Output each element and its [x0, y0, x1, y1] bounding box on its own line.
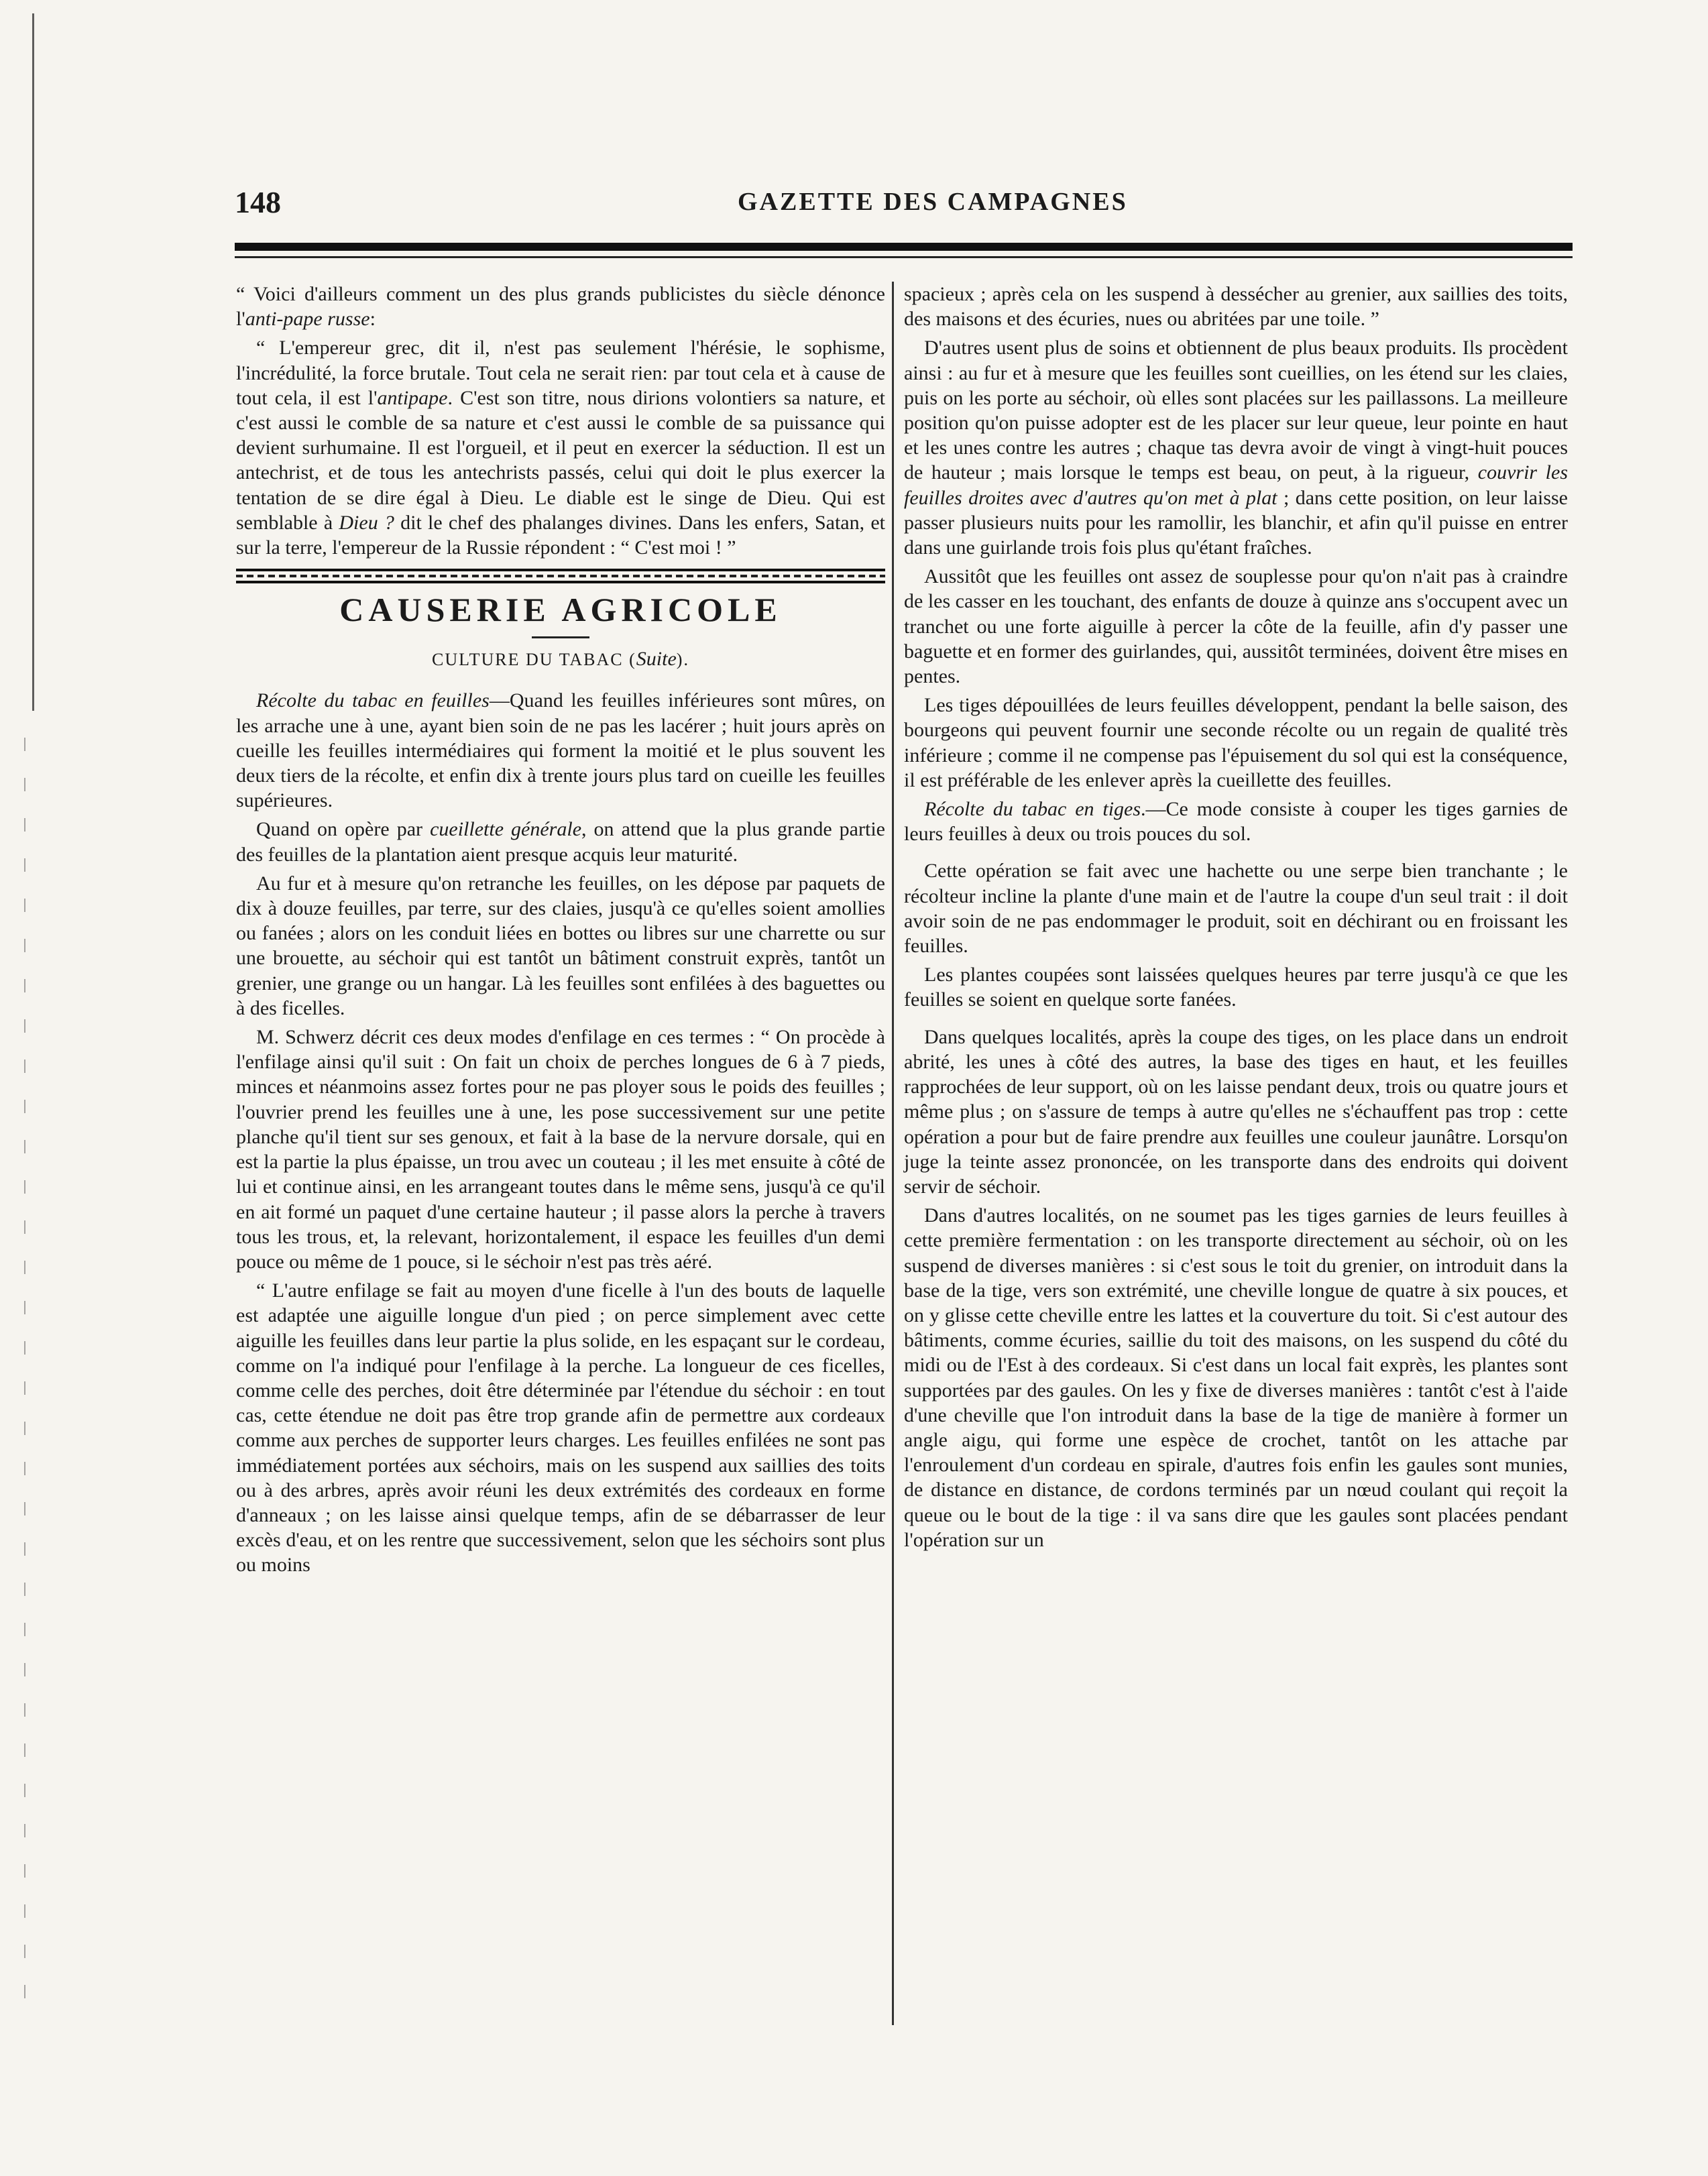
text: ).: [676, 650, 689, 670]
article-paragraph: “ L'autre enfilage se fait au moyen d'une ficelle à l'un des bouts de laquelle est adaptée une aiguille longue d'un pied ; on perce simplement avec cette aiguille les feuilles dans leur partie la plus solide, en les espaçant sur le cordeau, comme on l'a indiqué pour l'enfilage à la perche. La longueur de ces ficelles, comme celle des perches, doit être déterminée par l'étendue du séchoir : en tout cas, cette étendue ne doit pas être trop grande afin de permettre aux cordeaux comme aux perches de supporter leurs charges. Les feuilles enfilées ne sont pas immédiatement portées aux séchoirs, mais on les suspend aux saillies des toits ou à des arbres, après avoir réuni les deux extrémités des cordeaux en forme d'anneaux ; on les laisse ainsi quelque temps, afin de se débarrasser de leur excès d'eau, et on les rentre que successivement, selon que les séchoirs sont plus ou moins: [236, 1279, 885, 1577]
article-paragraph: Au fur et à mesure qu'on retranche les feuilles, on les dépose par paquets de dix à douze feuilles, par terre, sur des claies, jusqu'à ce qu'elles soient amollies ou fanées ; alors on les conduit liées en bottes ou libres sur une charrette ou sur une brouette, au séchoir qui est tantôt un bâtiment construit exprès, tantôt un grenier, une grange ou un hangar. Là les feuilles sont enfilées à des baguettes ou à des ficelles.: [236, 872, 885, 1019]
section-title: CAUSERIE AGRICOLE: [339, 591, 782, 629]
section-subtitle: [236, 646, 885, 672]
running-title: GAZETTE DES CAMPAGNES: [738, 188, 1128, 216]
text: : par tout cela et à cause de tout cela, il est l': [236, 361, 886, 409]
article-paragraph: Aussitôt que les feuilles ont assez de souplesse pour qu'on n'ait pas à craindre de les casser en les touchant, des enfants de douze à quinze ans s'occupent avec un tranchet ou une forte aiguille à percer la côte de la feuille, afin d'y passer une baguette et en former des guirlandes, qui, aussitôt terminées, doivent être mises en pentes.: [904, 565, 1569, 688]
quote-paragraph: [236, 335, 885, 560]
right-column: [904, 282, 1568, 1552]
text: . C'est son titre, nous dirions volontiers sa nature, et c'est aussi le comble de sa nature et c'est aussi le comble de sa puissance qui devient surhumaine. Il est l'orgueil, et il peut en exercer la séduction. Il est un antechrist, et de tous les antechrists passés, celui qui doit le plus exercer la tentation de se dire égal à Dieu. Le diable est le singe de Dieu. Qui est semblable à: [236, 386, 885, 534]
column-divider: [892, 282, 894, 2025]
article-paragraph: spacieux ; après cela on les suspend à dessécher au grenier, aux saillies des toits, des maisons et des écuries, nues ou abritées par une toile. ”: [904, 283, 1568, 331]
text-italic: Dieu ?: [339, 511, 394, 534]
intro-paragraph: [236, 282, 885, 331]
section-ornament: [236, 567, 885, 585]
article-paragraph: Cette opération se fait avec une hachette ou une serpe bien tranchante ; le récolteur incline la plante d'une main et de l'autre la coupe d'un seul trait : il doit avoir soin de ne pas endommager le produit, soit en déchirant ou en froissant les feuilles.: [904, 860, 1568, 958]
article-paragraph: Les tiges dépouillées de leurs feuilles développent, pendant la belle saison, des bourgeons qui peuvent fournir une seconde récolte ou un regain de qualité très inférieure ; comme il ne compense pas l'épuisement du sol qui est la conséquence, il est préférable de les enlever après la cueillette des feuilles.: [904, 694, 1568, 791]
article-paragraph: Les plantes coupées sont laissées quelques heures par terre jusqu'à ce que les feuilles se soient en quelque sorte fanées.: [904, 964, 1568, 1011]
scan-edge-mark: [32, 13, 34, 711]
article-paragraph: [904, 335, 1568, 560]
article-paragraph: [904, 797, 1568, 846]
text: —Quand les feuilles inférieures sont mûres, on les arrache une à une, ayant bien soin de ne pas les lacérer ; huit jours après on cueille les feuilles intermédiaires qui forment la moitié et le plus souvent les deux tiers de la récolte, et enfin dix à trente jours plus tard on cueille les feuilles supérieures.: [236, 689, 885, 812]
header-rule: [235, 243, 1573, 251]
scan-edge-mark: [24, 738, 25, 2012]
text: D'autres usent plus de soins et obtiennent de plus beaux produits. Ils procèdent ainsi : au fur et à mesure que les feuilles sont cueillies, on les étend sur les claies, puis on les porte au séchoir, où elles sont placées sur les paillassons. La meilleure position qu'on puisse adopter est de les placer sur leur queue, leur pointe en haut et les unes contre les autres ; chaque tas devra avoir de vingt à vingt-huit pouces de hauteur ; mais lorsque le temps est beau, on peut, à la rigueur,: [904, 337, 1568, 484]
text: , on attend que la plus grande partie des feuilles de la plantation aient presque acquis leur maturité.: [236, 818, 885, 866]
article-paragraph: Dans quelques localités, après la coupe des tiges, on les place dans un endroit abrité, les unes à côté des autres, la base des tiges en haut, et les feuilles rapprochées de leur support, où on les laisse pendant deux, trois ou quatre jours et même plus ; on s'assure de temps à autre qu'elles ne s'échauffent pas trop : cette opération a pour but de faire prendre aux feuilles une couleur jaunâtre. Lorsqu'on juge la teinte assez prononcée, on les transporte dans des endroits qui doivent servir de séchoir.: [904, 1025, 1568, 1198]
text: Quand on opère par: [256, 818, 431, 841]
text-italic: cueillette générale: [430, 818, 582, 841]
text-italic: antipape: [377, 386, 448, 409]
page-header: [235, 184, 1569, 225]
left-column: [236, 282, 885, 1578]
text: “ L'empereur grec, dit il, n'est pas seulement l'hérésie, le sophisme, l'incrédulité, la force brutale. Tout cela ne serait rien: [236, 337, 885, 384]
text: :: [369, 308, 376, 331]
text-italic: Récolte du tabac en feuilles: [256, 689, 490, 712]
text-italic: anti-pape russe: [245, 308, 370, 331]
text: .—Ce mode consiste à couper les tiges garnies de leurs feuilles à deux ou trois pouces du sol.: [904, 798, 1568, 846]
header-rule-thin: [235, 256, 1573, 258]
page-number: 148: [235, 185, 281, 219]
article-paragraph: [236, 688, 885, 813]
text-italic: Récolte du tabac en tiges: [924, 798, 1141, 821]
title-rule: [532, 636, 589, 638]
text: “ Voici d'ailleurs comment un des plus grands publicistes du siècle dénonce l': [236, 283, 885, 331]
article-paragraph: Dans d'autres localités, on ne soumet pas les tiges garnies de leurs feuilles à cette première fermentation : on les transporte directement au séchoir, où on les suspend de diverses manières : si c'est sous le toit du grenier, on introduit dans la base de la tige, vers son extrémité, une cheville longue de quatre à six pouces, et on y glisse cette cheville entre les lattes et la couverture du toit. Si c'est autour des bâtiments, comme écuries, saillie du toit des maisons, on les suspend du côté du midi ou de l'Est à des cordeaux. Si c'est dans un local fait exprès, les plantes sont supportées par des gaules. On les y fixe de diverses manières : tantôt c'est à l'aide d'une cheville que l'on introduit dans la base de la tige de manière à former un angle aigu, qui forme une espèce de crochet, tantôt on les attache par l'enroulement d'un cordeau en spirale, d'autres fois enfin les gaules sont munies, de distance en distance, de cordons terminés par un nœud coulant qui reçoit la queue ou le bout de la tige : il va sans dire que les gaules sont placées pendant l'opération sur un: [904, 1204, 1568, 1551]
text-italic: Suite: [636, 648, 677, 671]
article-paragraph: M. Schwerz décrit ces deux modes d'enfilage en ces termes : “ On procède à l'enfilage ainsi qu'il suit : On fait un choix de perches longues de 6 à 7 pieds, minces et néanmoins assez fortes pour ne pas ployer sous le poids des feuilles ; l'ouvrier prend les feuilles une à une, les pose successivement sur une petite planche qu'il tient sur ses genoux, et fait à la base de la nervure dorsale, qui en est la partie la plus épaisse, un trou avec un couteau ; il les met ensuite à côté de lui et continue ainsi, en les arrangeant toutes dans le même sens, jusqu'à ce qu'il en ait formé un paquet d'une certaine hauteur ; il passe alors la perche à travers tous les trous, et, la relevant, horizontalement, il espace les feuilles d'un demi pouce ou même de 1 pouce, si le séchoir n'est pas très aéré.: [236, 1026, 885, 1273]
text: ; dans cette position, on leur laisse passer plusieurs nuits pour les ramollir, les blanchir, et afin qu'il puisse en entrer dans une guirlande trois fois plus qu'étant fraîches.: [904, 486, 1568, 559]
text: CULTURE DU TABAC (: [432, 650, 636, 670]
text-italic: couvrir les feuilles droites avec d'autres qu'on met à plat: [904, 461, 1569, 509]
article-paragraph: [236, 817, 885, 866]
text: dit le chef des phalanges divines. Dans les enfers, Satan, et sur la terre, l'empereur de la Russie répondent : “ C'est moi ! ”: [236, 511, 885, 559]
